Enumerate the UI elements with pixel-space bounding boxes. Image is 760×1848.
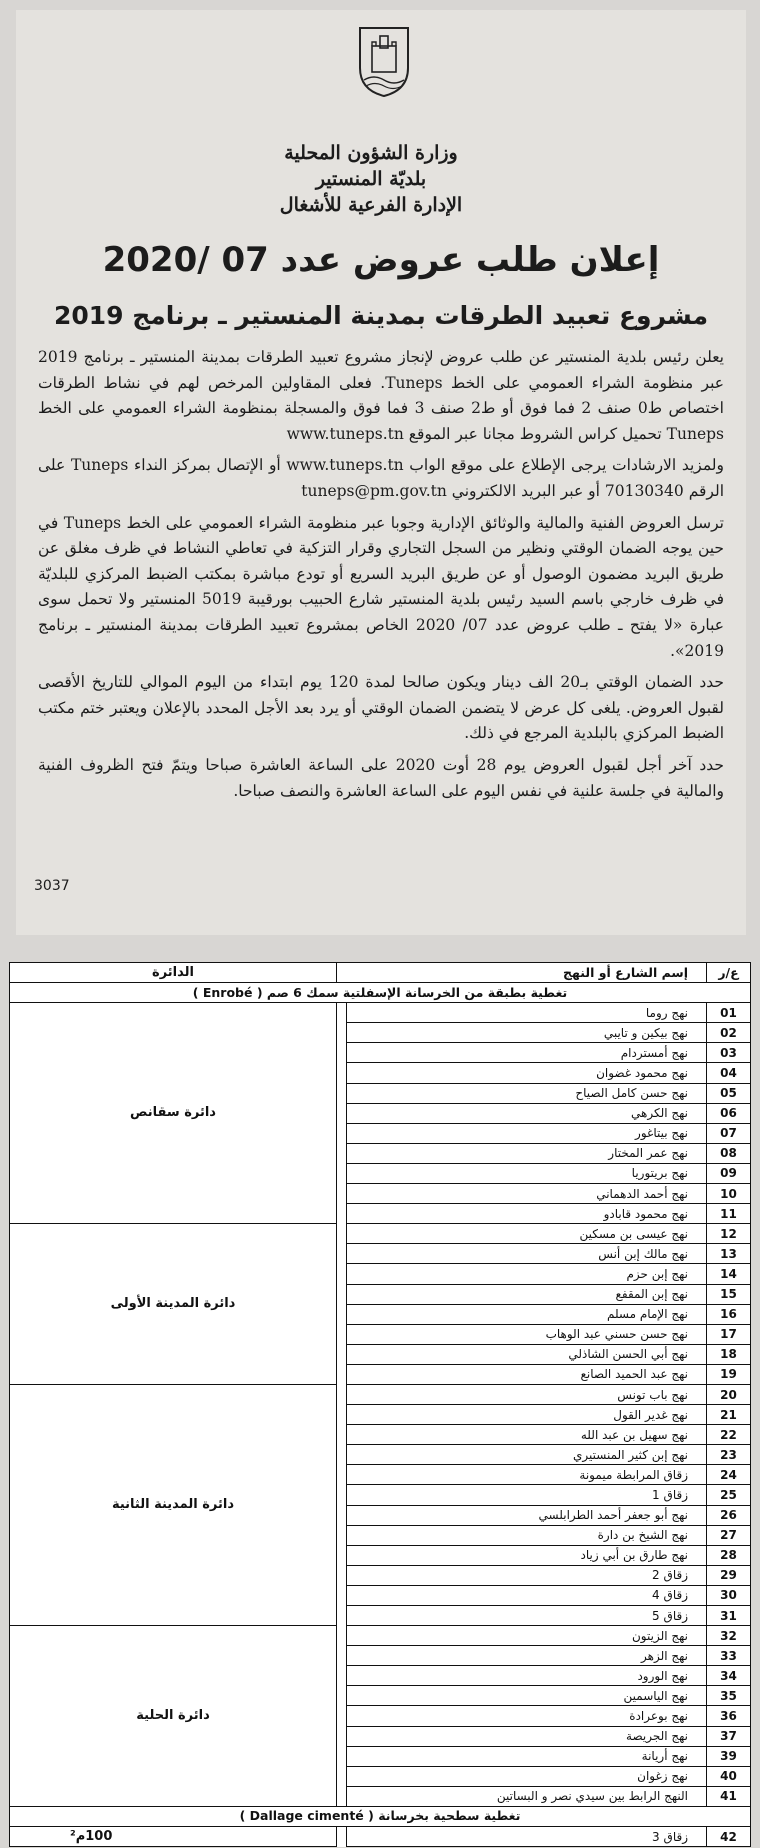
municipality-name: بلديّة المنستير	[315, 168, 427, 190]
row-number: 14	[707, 1264, 751, 1284]
cover-row-cement	[10, 1806, 751, 1826]
announcement-subtitle: مشروع تعبيد الطرقات بمدينة المنستير ـ برنامج 2019	[53, 301, 709, 330]
row-number: 37	[707, 1726, 751, 1746]
header-num: ع/ر	[707, 963, 751, 983]
header-street: إسم الشارع أو النهج	[337, 963, 707, 983]
street-name: نهج محمود غضوان	[347, 1063, 707, 1083]
street-name: نهج إبن المقفع	[347, 1284, 707, 1304]
street-name: نهج غدير القول	[347, 1405, 707, 1425]
announcement-title: إعلان طلب عروض عدد 07 /2020	[102, 240, 660, 280]
department-name: الإدارة الفرعية للأشغال	[279, 194, 463, 216]
row-number: 34	[707, 1666, 751, 1686]
row-number: 39	[707, 1746, 751, 1766]
ministry-block	[261, 140, 481, 218]
row-number: 40	[707, 1766, 751, 1786]
street-name: زقاق المرابطة ميمونة	[347, 1465, 707, 1485]
row-number: 20	[707, 1384, 751, 1404]
street-name: النهج الرابط بين سيدي نصر و البساتين	[347, 1786, 707, 1806]
street-name: زقاق 1	[347, 1485, 707, 1505]
tender-announcement	[16, 10, 746, 935]
street-name: نهج أبو جعفر أحمد الطرابلسي	[347, 1505, 707, 1525]
table-row	[10, 1827, 751, 1847]
streets-table-wrapper	[9, 962, 751, 1847]
table-row	[10, 1224, 751, 1244]
row-number: 18	[707, 1344, 751, 1364]
row-number: 10	[707, 1184, 751, 1204]
row-number: 41	[707, 1786, 751, 1806]
street-name: نهج سهيل بن عبد الله	[347, 1425, 707, 1445]
streets-table	[9, 962, 751, 1847]
row-number: 01	[707, 1003, 751, 1023]
street-name: نهج إبن حزم	[347, 1264, 707, 1284]
street-name: نهج الشيخ بن دارة	[347, 1525, 707, 1545]
street-name: نهج روما	[347, 1003, 707, 1023]
street-name: نهج أمستردام	[347, 1043, 707, 1063]
row-number: 15	[707, 1284, 751, 1304]
paragraph-deadline: حدد آخر أجل لقبول العروض يوم 28 أوت 2020 على الساعة العاشرة صباحا ويتمّ فتح الظروف الفنية والمالية في جلسة علنية في نفس اليوم على الساعة العاشرة والنصف صباحا.	[38, 755, 724, 800]
street-name: نهج بيكين و تايبي	[347, 1023, 707, 1043]
street-name: نهج عمر المختار	[347, 1143, 707, 1163]
street-name: نهج أريانة	[347, 1746, 707, 1766]
street-name: نهج الزيتون	[347, 1626, 707, 1646]
header-district: الدائرة	[10, 963, 337, 983]
street-name: زقاق 2	[347, 1565, 707, 1585]
row-number: 09	[707, 1163, 751, 1183]
street-name: نهج الزهر	[347, 1646, 707, 1666]
street-name: نهج بوعرادة	[347, 1706, 707, 1726]
street-name: نهج بريتوريا	[347, 1163, 707, 1183]
area-value: 100م²	[10, 1827, 337, 1847]
row-number: 26	[707, 1505, 751, 1525]
column-gap	[337, 1626, 347, 1807]
street-name: نهج عيسى بن مسكين	[347, 1224, 707, 1244]
district-name: دائرة المدينة الثانية	[10, 1384, 337, 1625]
paragraph-guarantee: حدد الضمان الوقتي بـ20 الف دينار ويكون صالحا لمدة 120 يوم ابتداء من اليوم الموالي للتاريخ الأقصى لقبول العروض. يلغى كل عرض لا يتضمن الضمان الوقتي أو يرد بعد الأجل المحدد بالإعلان ويعتبر ختم مكتب الضبط المركزي بالبلدية المرجع في ذلك.	[38, 673, 724, 743]
row-number: 32	[707, 1626, 751, 1646]
row-number: 35	[707, 1686, 751, 1706]
row-number: 30	[707, 1585, 751, 1605]
row-number: 16	[707, 1304, 751, 1324]
paragraph-info: ولمزيد الارشادات يرجى الإطلاع على موقع الواب www.tuneps.tn أو الإتصال بمركز النداء Tuneps على الرقم 70130340 أو عبر البريد الالكتروني tuneps@pm.gov.tn	[38, 456, 725, 500]
paragraph-call: يعلن رئيس بلدية المنستير عن طلب عروض لإنجاز مشروع تعبيد الطرقات بمدينة المنستير ـ برنامج 2019 عبر منظومة الشراء العمومي على الخط Tuneps. فعلى المقاولين المرخص لهم في نشاط الطرقات اختصاص ط0 صنف 2 فما فوق أو ط2 صنف 3 فما فوق والمسجلة بمنظومة الشراء العمومي على الخط Tuneps تحميل كراس الشروط مجانا عبر الموقع www.tuneps.tn	[38, 348, 724, 443]
row-number: 12	[707, 1224, 751, 1244]
table-row	[10, 1384, 751, 1404]
street-name: نهج الكرهي	[347, 1103, 707, 1123]
row-number: 02	[707, 1023, 751, 1043]
row-number: 08	[707, 1143, 751, 1163]
table-header-row	[10, 963, 751, 983]
street-name: نهج أبي الحسن الشاذلي	[347, 1344, 707, 1364]
street-name: نهج حسن كامل الصياح	[347, 1083, 707, 1103]
row-number: 13	[707, 1244, 751, 1264]
street-name: زقاق 5	[347, 1606, 707, 1626]
announcement-body	[38, 345, 724, 810]
row-number: 06	[707, 1103, 751, 1123]
paragraph-submission: ترسل العروض الفنية والمالية والوثائق الإدارية وجوبا عبر منظومة الشراء العمومي على الخط Tuneps في حين يوجه الضمان الوقتي ونظير من السجل التجاري وقرار التزكية في تعاطي النشاط في ظرف مغلق عن طريق البريد مضمون الوصول أو عن طريق البريد السريع أو تودع مباشرة بمكتب الضبط المركزي للبلديّة في ظرف خارجي باسم السيد رئيس بلدية المنستير شارع الحبيب بورقيبة 5019 المنستير ولا تحمل سوى عبارة «لا يفتح ـ طلب عروض عدد 07/ 2020 الخاص بمشروع تعبيد الطرقات بمدينة المنستير ـ برنامج 2019».	[38, 513, 725, 660]
row-number: 24	[707, 1465, 751, 1485]
street-name: نهج زغوان	[347, 1766, 707, 1786]
row-number: 33	[707, 1646, 751, 1666]
row-number: 31	[707, 1606, 751, 1626]
cover-cement-label: تغطية سطحية بخرسانة ( Dallage cimenté )	[10, 1806, 751, 1826]
street-name: نهج الإمام مسلم	[347, 1304, 707, 1324]
column-gap	[337, 1224, 347, 1385]
street-name: نهج مالك إبن أنس	[347, 1244, 707, 1264]
row-number: 07	[707, 1123, 751, 1143]
street-name: نهج الورود	[347, 1666, 707, 1686]
district-name: دائرة المدينة الأولى	[10, 1224, 337, 1385]
row-number: 19	[707, 1364, 751, 1384]
municipality-logo-icon	[354, 24, 414, 98]
ministry-name: وزارة الشؤون المحلية	[284, 142, 458, 164]
row-number: 29	[707, 1565, 751, 1585]
street-name: زقاق 3	[347, 1827, 707, 1847]
row-number: 23	[707, 1445, 751, 1465]
street-name: نهج باب تونس	[347, 1384, 707, 1404]
table-body	[10, 983, 751, 1847]
street-name: نهج الياسمين	[347, 1686, 707, 1706]
street-name: نهج بيتاغور	[347, 1123, 707, 1143]
row-number: 28	[707, 1545, 751, 1565]
street-name: نهج الجريصة	[347, 1726, 707, 1746]
street-name: نهج حسن حسني عبد الوهاب	[347, 1324, 707, 1344]
street-name: نهج محمود قابادو	[347, 1204, 707, 1224]
row-number: 36	[707, 1706, 751, 1726]
district-name: دائرة الحلية	[10, 1626, 337, 1807]
row-number: 25	[707, 1485, 751, 1505]
row-number: 42	[707, 1827, 751, 1847]
row-number: 03	[707, 1043, 751, 1063]
reference-number: 3037	[34, 878, 70, 894]
table-row	[10, 1626, 751, 1646]
row-number: 04	[707, 1063, 751, 1083]
district-name: دائرة سقانص	[10, 1003, 337, 1224]
column-gap	[337, 1003, 347, 1224]
street-name: نهج إبن كثير المنستيري	[347, 1445, 707, 1465]
row-number: 11	[707, 1204, 751, 1224]
row-number: 17	[707, 1324, 751, 1344]
street-name: نهج طارق بن أبي زياد	[347, 1545, 707, 1565]
row-number: 21	[707, 1405, 751, 1425]
row-number: 27	[707, 1525, 751, 1545]
street-name: نهج عبد الحميد الصانع	[347, 1364, 707, 1384]
table-row	[10, 1003, 751, 1023]
row-number: 05	[707, 1083, 751, 1103]
row-number: 22	[707, 1425, 751, 1445]
cover-row-asphalt	[10, 983, 751, 1003]
street-name: زقاق 4	[347, 1585, 707, 1605]
column-gap	[337, 1384, 347, 1625]
column-gap	[337, 1827, 347, 1847]
cover-asphalt-label: تغطية بطبقة من الخرسانة الإسفلتية سمك 6 صم ( Enrobé )	[10, 983, 751, 1003]
street-name: نهج أحمد الدهماني	[347, 1184, 707, 1204]
